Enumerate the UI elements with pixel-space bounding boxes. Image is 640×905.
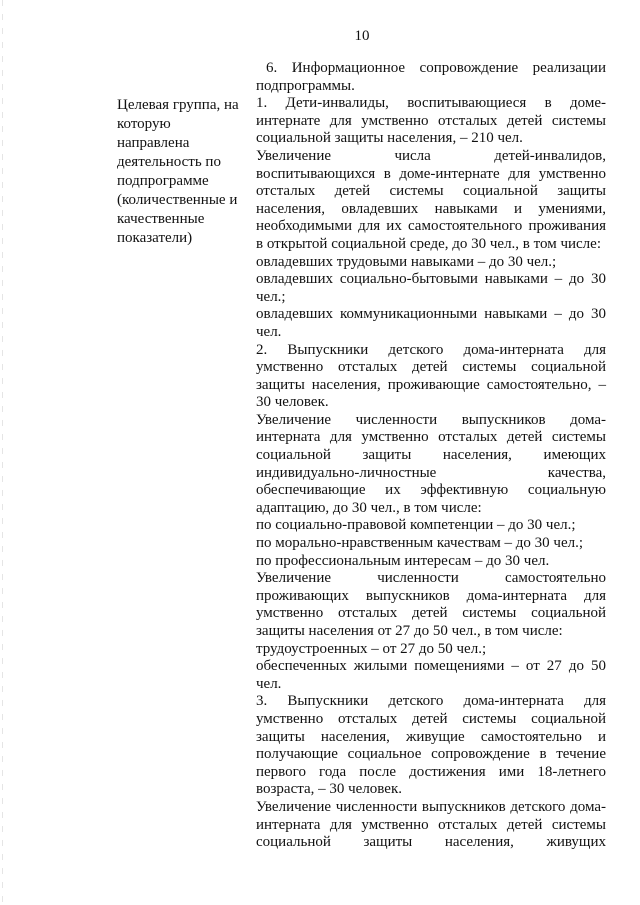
indicator-subitem: овладевших трудовыми навыками – до 30 чел.;	[256, 253, 557, 270]
label-line: Целевая группа, на	[117, 97, 239, 113]
indicator-paragraph: Увеличение численности выпускников дома-интерната для умственно отсталых детей системы социальной защиты населения, имеющих индивидуально-личностные качества, обеспечивающие их эффективную социальную адаптацию, до 30 чел., в том числе:	[256, 411, 606, 516]
indicator-subitem: трудоустроенных – от 27 до 50 чел.;	[256, 640, 487, 657]
indicator-subitem: по профессиональным интересам – до 30 чел.	[256, 552, 550, 569]
indicator-paragraph: Увеличение численности самостоятельно проживающих выпускников дома-интерната для умственно отсталых детей системы социальной защиты населения от 27 до 50 чел., в том числе:	[256, 570, 606, 639]
item-1-children-disabled: 1. Дети-инвалиды, воспитывающиеся в доме-интернате для умственно отсталых детей системы социальной защиты населения, – 210 чел.	[256, 95, 606, 147]
label-line: качественные	[117, 211, 205, 227]
indicator-subitem: овладевших социально-бытовыми навыками – до 30 чел.;	[256, 271, 606, 305]
item-3-graduates-supported: 3. Выпускники детского дома-интерната для умственно отсталых детей системы социальной защиты населения, живущие самостоятельно и получающие социальное сопровождение в течение первого года после достижения ими 18-летнего возраста, – 30 человек.	[256, 693, 606, 798]
target-group-label	[117, 96, 252, 248]
label-line: направлена	[117, 135, 190, 151]
label-line: которую	[117, 116, 171, 132]
indicator-paragraph: Увеличение численности выпускников детского дома-интерната для умственно отсталых детей системы социальной защиты населения, живущих	[256, 798, 606, 851]
item-2-graduates: 2. Выпускники детского дома-интерната для умственно отсталых детей системы социальной защиты населения, проживающие самостоятельно, – 30 человек.	[256, 341, 606, 411]
page-number: 10	[354, 28, 370, 44]
indicator-subitem: по морально-нравственным качествам – до 30 чел.;	[256, 535, 584, 552]
target-indicators-text	[256, 60, 606, 852]
indicator-subitem: овладевших коммуникационными навыками – до 30 чел.	[256, 306, 606, 340]
item-6-information-support: 6. Информационное сопровождение реализации подпрограммы.	[256, 60, 606, 94]
indicator-subitem: по социально-правовой компетенции – до 30 чел.;	[256, 517, 576, 534]
label-line: (количественные и	[117, 192, 238, 208]
label-line: деятельность по	[117, 154, 221, 170]
label-line: показатели)	[117, 230, 193, 246]
scan-edge-artifact	[2, 0, 3, 905]
indicator-paragraph: Увеличение числа детей-инвалидов, воспитывающихся в доме-интернате для умственно отсталых детей системы социальной защиты населения, овладевших навыками и умениями, необходимыми для их самостоятельного проживания в открытой социальной среде, до 30 чел., в том числе:	[256, 147, 606, 252]
label-line: подпрограмме	[117, 173, 209, 189]
indicator-subitem: обеспеченных жилыми помещениями – от 27 до 50 чел.	[256, 658, 606, 692]
